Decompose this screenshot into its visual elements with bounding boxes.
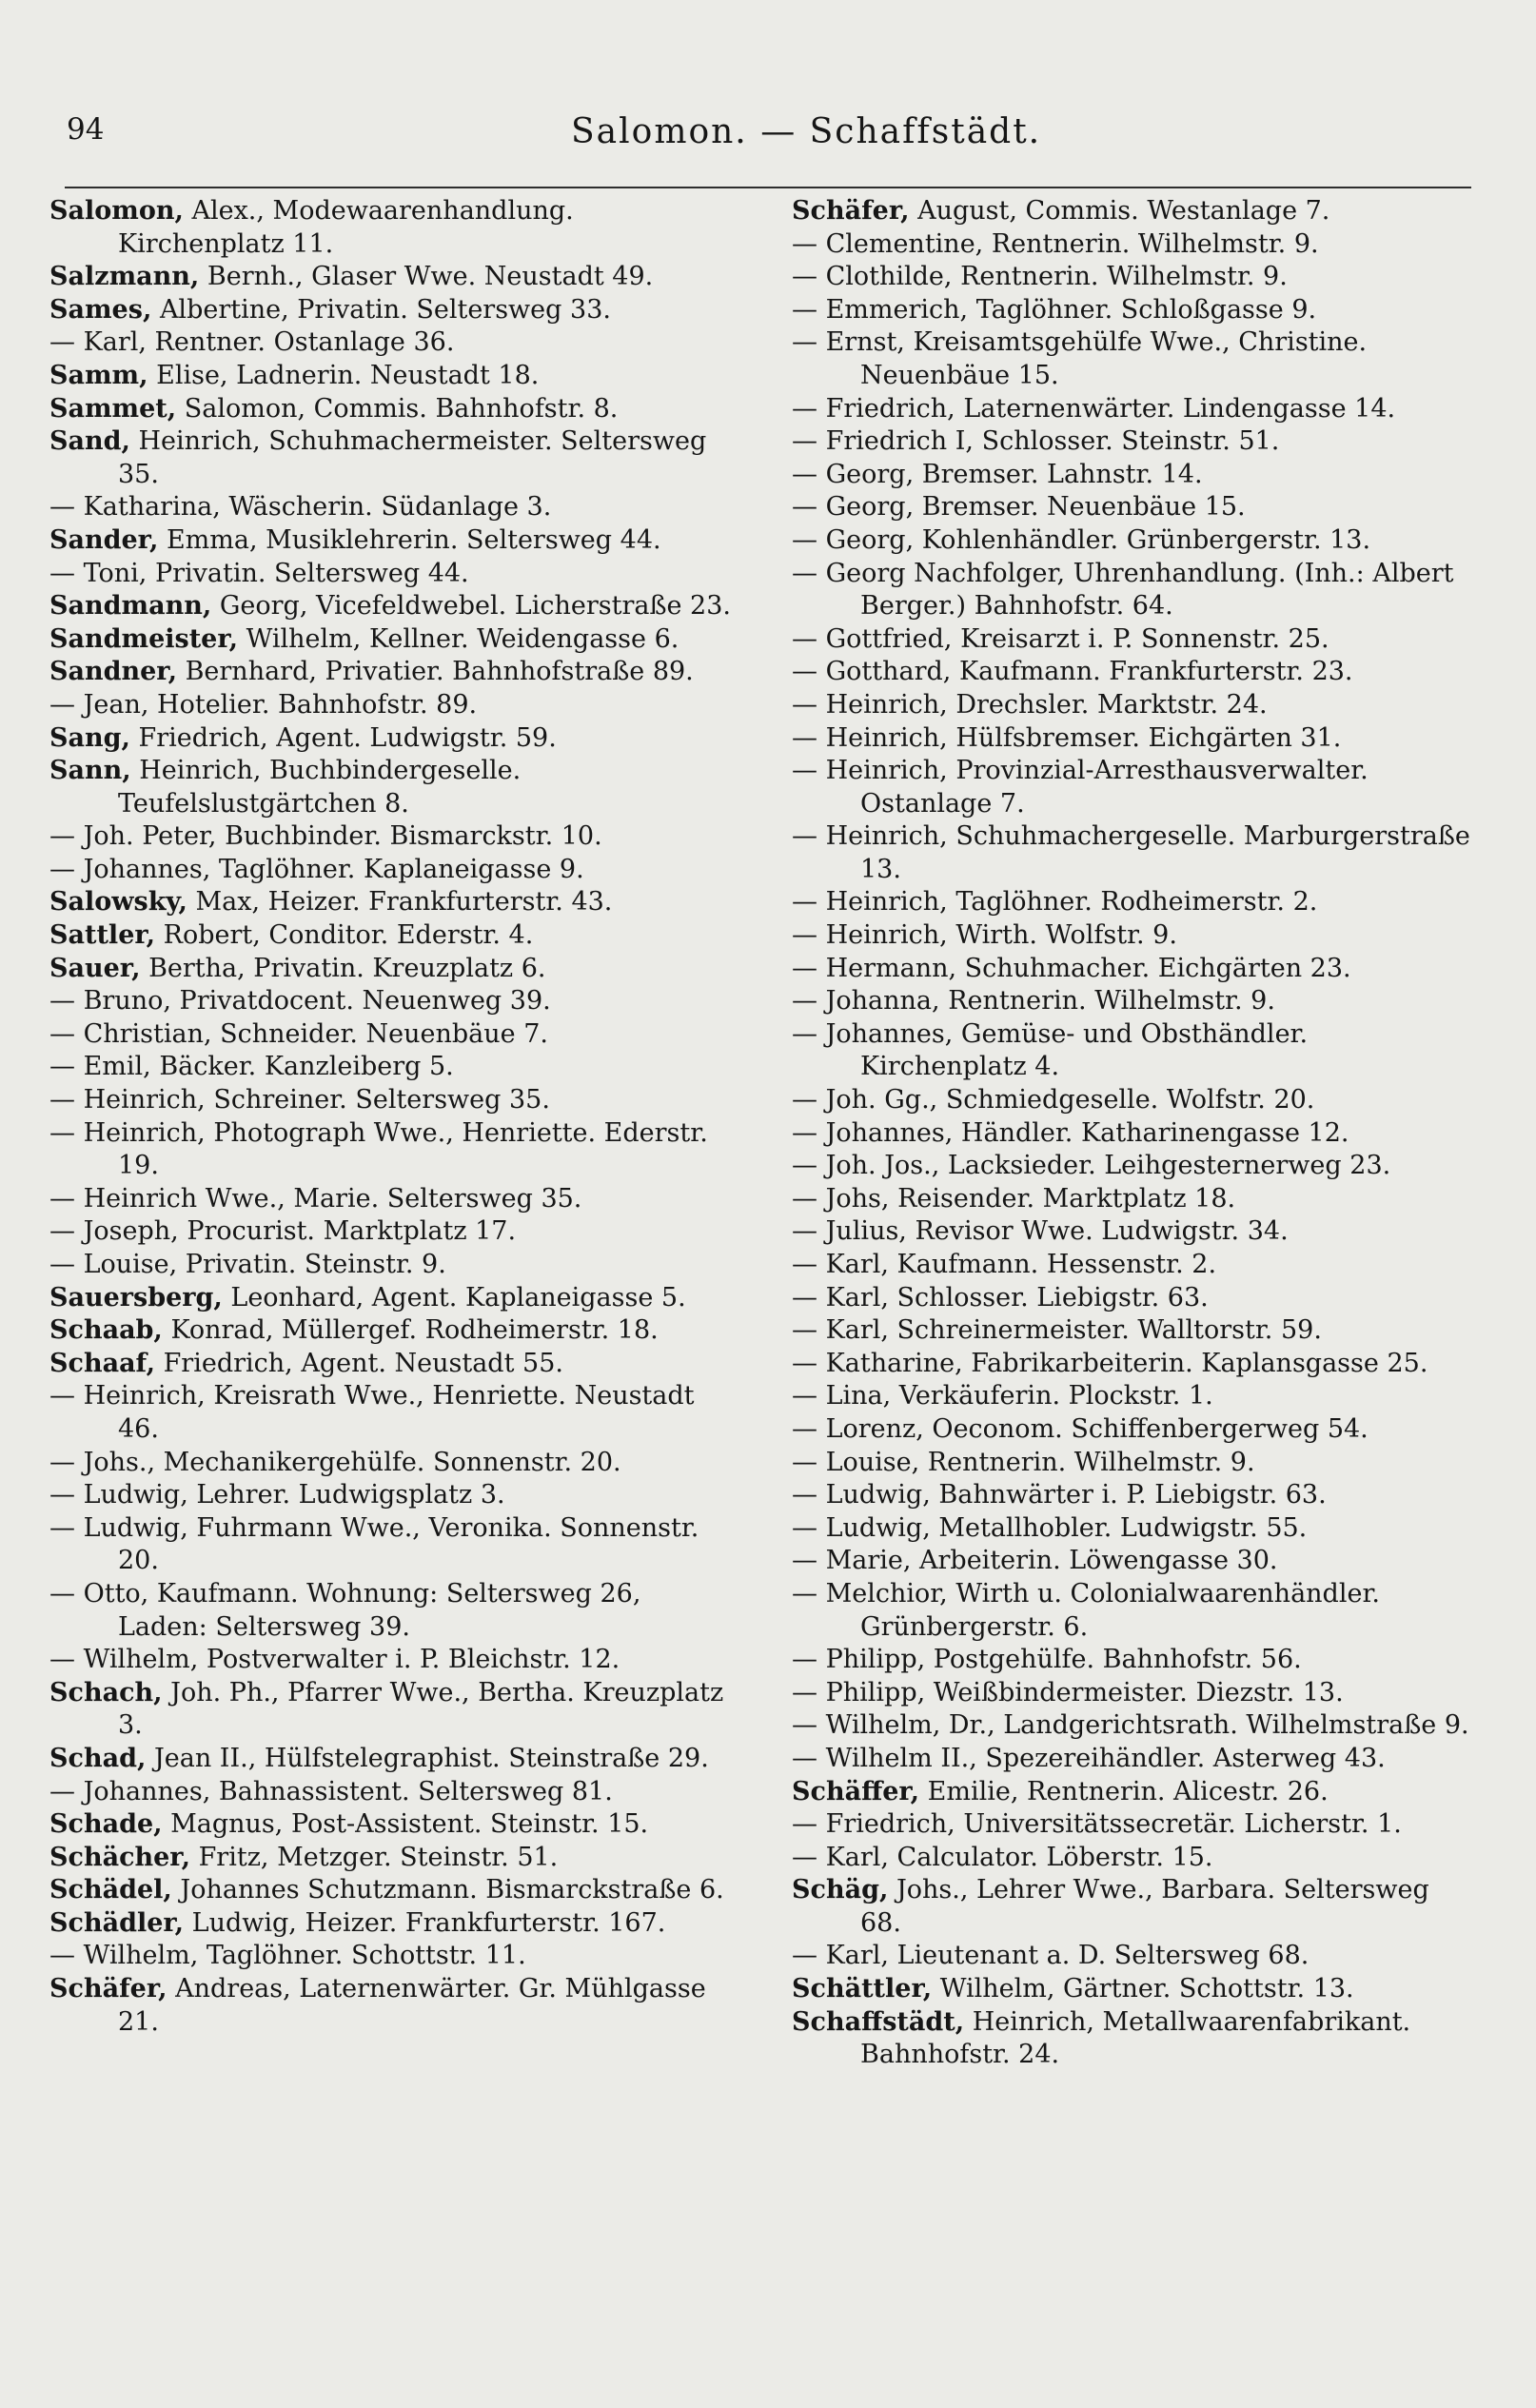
directory-entry [49,886,733,919]
entry-text: — Georg, Bremser. Neuenbäue 15. [792,492,1246,523]
directory-entry [49,1677,733,1743]
entry-text: — Clothilde, Rentnerin. Wilhelmstr. 9. [792,262,1288,292]
entry-text: Heinrich, Metallwaarenfabrikant. Bahnhofstr. 24. [860,2006,1411,2070]
entry-text: Andreas, Laternenwärter. Gr. Mühlgasse 21. [118,1974,706,2037]
directory-entry [792,1776,1475,1809]
entry-text: Johannes Schutzmann. Bismarckstraße 6. [180,1875,724,1905]
directory-entry [49,820,733,854]
entry-text: Emma, Musiklehrerin. Seltersweg 44. [166,524,661,555]
entry-surname: Schaaf, [49,1348,155,1378]
directory-entry [49,393,733,426]
entry-text: — Julius, Revisor Wwe. Ludwigstr. 34. [792,1216,1289,1247]
directory-entry [49,326,733,360]
entry-text: Albertine, Privatin. Seltersweg 33. [159,294,611,325]
entry-text: — Johannes, Taglöhner. Kaplaneigasse 9. [49,854,584,884]
directory-entry [792,1117,1475,1151]
entry-text: Jean II., Hülfstelegraphist. Steinstraße 29. [153,1743,709,1773]
directory-entry [792,886,1475,919]
directory-entry [792,1874,1475,1940]
entry-text: — Karl, Lieutenant a. D. Seltersweg 68. [792,1941,1310,1971]
directory-entry [49,1380,733,1446]
entry-surname: Sander, [49,524,159,555]
directory-entry [49,1808,733,1842]
entry-text: — Wilhelm, Postverwalter i. P. Bleichstr. 12. [49,1645,620,1675]
directory-entry [49,1512,733,1578]
entry-text: Salomon, Commis. Bahnhofstr. 8. [184,393,619,424]
directory-entry [792,195,1475,228]
directory-entry [49,1644,733,1677]
directory-entry [792,2006,1475,2072]
entry-text: — Karl, Calculator. Löberstr. 15. [792,1842,1213,1872]
directory-entry [792,491,1475,524]
directory-entry [792,985,1475,1018]
entry-surname: Schättler, [792,1974,933,2004]
directory-entry [49,1314,733,1348]
entry-text: Friedrich, Agent. Ludwigstr. 59. [138,722,557,753]
entry-surname: Schäg, [792,1875,889,1905]
directory-entry [792,1973,1475,2006]
directory-entry [792,656,1475,689]
entry-text: — Emil, Bäcker. Kanzleiberg 5. [49,1052,454,1082]
directory-entry [792,1479,1475,1512]
directory-entry [792,1249,1475,1282]
entry-text: — Ludwig, Fuhrmann Wwe., Veronika. Sonnenstr. 20. [49,1512,699,1576]
page-number: 94 [67,112,105,147]
entry-text: — Karl, Kaufmann. Hessenstr. 2. [792,1250,1217,1279]
directory-entry [49,1479,733,1512]
directory-entry [792,689,1475,722]
directory-entry [49,524,733,558]
entry-text: Bernhard, Privatier. Bahnhofstraße 89. [185,657,694,687]
directory-entry [792,524,1475,558]
entry-text: Ludwig, Heizer. Frankfurterstr. 167. [191,1907,666,1938]
entry-text: Leonhard, Agent. Kaplaneigasse 5. [230,1282,686,1313]
entry-text: — Gottfried, Kreisarzt i. P. Sonnenstr. 25. [792,623,1329,654]
header-rule [65,187,1471,188]
directory-entry [792,1545,1475,1578]
directory-entry [792,755,1475,820]
entry-text: — Joseph, Procurist. Marktplatz 17. [49,1216,517,1247]
directory-entry [792,1183,1475,1216]
directory-entry [792,1512,1475,1546]
directory-entry [792,228,1475,262]
directory-entry [792,1314,1475,1348]
directory-entry [49,294,733,327]
entry-surname: Schaab, [49,1315,163,1346]
entry-text: — Lorenz, Oeconom. Schiffenbergerweg 54. [792,1413,1369,1444]
directory-entry [49,1842,733,1875]
entry-text: — Joh. Jos., Lacksieder. Leihgesternerweg 23. [792,1151,1391,1181]
directory-entry [792,1808,1475,1842]
entry-text: — Ludwig, Bahnwärter i. P. Liebigstr. 63. [792,1480,1327,1510]
entry-surname: Schäfer, [792,196,910,226]
directory-entry [49,1051,733,1084]
entry-text: — Johannes, Bahnassistent. Seltersweg 81. [49,1776,613,1806]
entry-text: — Ludwig, Lehrer. Ludwigsplatz 3. [49,1480,505,1510]
entry-text: Bernh., Glaser Wwe. Neustadt 49. [207,262,654,292]
entry-text: Fritz, Metzger. Steinstr. 51. [198,1842,559,1872]
entry-text: — Lina, Verkäuferin. Plockstr. 1. [792,1381,1213,1411]
directory-entry [792,1842,1475,1875]
entry-text: — Heinrich, Schreiner. Seltersweg 35. [49,1085,550,1115]
directory-entry [49,1018,733,1052]
directory-entry [49,558,733,591]
entry-surname: Salzmann, [49,262,200,292]
entry-surname: Sang, [49,722,130,753]
directory-entry [792,1413,1475,1447]
directory-entry [792,1380,1475,1413]
directory-entry [792,425,1475,459]
directory-entry [49,1215,733,1249]
directory-entry [49,1874,733,1907]
left-column [49,195,733,2039]
directory-entry [792,459,1475,492]
entry-text: — Bruno, Privatdocent. Neuenweg 39. [49,986,551,1016]
directory-entry [792,1348,1475,1381]
entry-text: — Philipp, Postgehülfe. Bahnhofstr. 56. [792,1645,1302,1675]
entry-surname: Schad, [49,1743,147,1773]
directory-entry [49,195,733,261]
directory-entry [792,558,1475,623]
entry-surname: Sammet, [49,393,177,424]
directory-entry [49,623,733,657]
directory-entry [792,1644,1475,1677]
entry-text: Johs., Lehrer Wwe., Barbara. Seltersweg 68. [860,1875,1429,1938]
right-column [792,195,1475,2072]
entry-text: — Heinrich, Drechsler. Marktstr. 24. [792,689,1268,720]
entry-text: — Wilhelm II., Spezereihändler. Asterweg 43. [792,1743,1386,1773]
entry-text: — Heinrich, Taglöhner. Rodheimerstr. 2. [792,887,1318,918]
entry-text: — Ernst, Kreisamtsgehülfe Wwe., Christine. Neuenbäue 15. [792,327,1368,390]
directory-entry [49,854,733,887]
entry-text: — Georg, Kohlenhändler. Grünbergerstr. 13. [792,524,1371,555]
directory-entry [792,1940,1475,1973]
directory-entry [49,1084,733,1117]
entry-surname: Sandner, [49,657,177,687]
entry-text: Friedrich, Agent. Neustadt 55. [163,1348,563,1378]
entry-text: Emilie, Rentnerin. Alicestr. 26. [927,1776,1329,1806]
directory-entry [792,1447,1475,1480]
entry-text: — Katharine, Fabrikarbeiterin. Kaplansgasse 25. [792,1348,1428,1378]
entry-text: — Heinrich, Provinzial-Arresthausverwalter. Ostanlage 7. [792,756,1369,819]
entry-surname: Sann, [49,756,131,786]
entry-surname: Schach, [49,1677,163,1707]
entry-text: — Friedrich, Laternenwärter. Lindengasse 14. [792,393,1396,424]
entry-surname: Sames, [49,294,152,325]
directory-entry [49,590,733,623]
entry-text: — Clementine, Rentnerin. Wilhelmstr. 9. [792,228,1319,259]
entry-text: — Karl, Schlosser. Liebigstr. 63. [792,1282,1209,1313]
entry-text: — Marie, Arbeiterin. Löwengasse 30. [792,1546,1278,1576]
directory-entry [49,1447,733,1480]
directory-entry [49,1776,733,1809]
entry-text: — Otto, Kaufmann. Wohnung: Seltersweg 26, Laden: Seltersweg 39. [49,1578,641,1642]
directory-entry [792,326,1475,392]
directory-entry [792,294,1475,327]
directory-entry [792,1743,1475,1776]
directory-entry [49,985,733,1018]
entry-text: — Wilhelm, Dr., Landgerichtsrath. Wilhelmstraße 9. [792,1710,1469,1741]
directory-entry [792,623,1475,657]
entry-text: — Johs, Reisender. Marktplatz 18. [792,1183,1236,1214]
entry-text: Magnus, Post-Assistent. Steinstr. 15. [170,1809,649,1840]
entry-text: — Louise, Privatin. Steinstr. 9. [49,1250,446,1279]
entry-surname: Sand, [49,426,130,457]
entry-text: — Emmerich, Taglöhner. Schloßgasse 9. [792,294,1317,325]
entry-text: — Johs., Mechanikergehülfe. Sonnenstr. 20. [49,1447,621,1477]
entry-text: — Heinrich, Schuhmachergeselle. Marburgerstraße 13. [792,821,1470,884]
entry-surname: Schädel, [49,1875,172,1905]
entry-text: — Johanna, Rentnerin. Wilhelmstr. 9. [792,986,1275,1016]
directory-entry [792,820,1475,886]
directory-entry [792,1215,1475,1249]
directory-entry [792,1578,1475,1644]
directory-entry [792,1150,1475,1183]
directory-entry [49,425,733,491]
directory-entry [49,360,733,393]
entry-text: — Wilhelm, Taglöhner. Schottstr. 11. [49,1941,526,1971]
entry-surname: Salowsky, [49,887,187,918]
directory-entry [792,1282,1475,1315]
directory-entry [792,1018,1475,1084]
entry-text: — Heinrich, Kreisrath Wwe., Henriette. Neustadt 46. [49,1381,695,1444]
entry-text: Wilhelm, Kellner. Weidengasse 6. [246,623,679,654]
entry-text: — Toni, Privatin. Seltersweg 44. [49,558,469,588]
running-head: Salomon. — Schaffstädt. [571,112,1042,151]
entry-text: — Friedrich, Universitätssecretär. Licherstr. 1. [792,1809,1402,1840]
entry-text: Elise, Ladnerin. Neustadt 18. [156,360,540,390]
entry-surname: Schäfer, [49,1974,167,2004]
entry-text: — Georg Nachfolger, Uhrenhandlung. (Inh.: Albert Berger.) Bahnhofstr. 64. [792,558,1454,622]
directory-entry [49,1117,733,1183]
entry-text: Konrad, Müllergef. Rodheimerstr. 18. [170,1315,659,1346]
entry-surname: Schade, [49,1809,163,1840]
directory-entry [792,1677,1475,1710]
directory-entry [49,656,733,689]
entry-text: Heinrich, Buchbindergeselle. Teufelslustgärtchen 8. [118,756,522,819]
directory-entry [792,919,1475,953]
entry-text: — Heinrich, Hülfsbremser. Eichgärten 31. [792,722,1342,753]
entry-text: — Georg, Bremser. Lahnstr. 14. [792,459,1203,489]
directory-entry [49,1183,733,1216]
entry-surname: Samm, [49,360,148,390]
entry-text: Georg, Vicefeldwebel. Licherstraße 23. [219,591,731,622]
entry-text: — Jean, Hotelier. Bahnhofstr. 89. [49,689,478,720]
entry-text: Heinrich, Schuhmachermeister. Seltersweg 35. [118,426,707,489]
directory-entry [49,919,733,953]
directory-entry [49,1973,733,2039]
entry-surname: Schächer, [49,1842,190,1872]
directory-entry [792,1709,1475,1743]
entry-text: — Heinrich, Wirth. Wolfstr. 9. [792,920,1177,951]
entry-text: Max, Heizer. Frankfurterstr. 43. [195,887,613,918]
directory-entry [792,393,1475,426]
entry-text: — Heinrich Wwe., Marie. Seltersweg 35. [49,1183,582,1214]
directory-entry [49,1348,733,1381]
directory-entry [49,1907,733,1941]
entry-text: — Hermann, Schuhmacher. Eichgärten 23. [792,953,1351,983]
directory-entry [49,1282,733,1315]
entry-text: Robert, Conditor. Ederstr. 4. [163,920,534,951]
entry-surname: Schäffer, [792,1776,920,1806]
entry-text: — Johannes, Händler. Katharinengasse 12. [792,1117,1349,1148]
entry-surname: Sandmann, [49,591,212,622]
entry-text: — Philipp, Weißbindermeister. Diezstr. 13. [792,1677,1344,1707]
entry-surname: Sattler, [49,920,156,951]
entry-text: Joh. Ph., Pfarrer Wwe., Bertha. Kreuzplatz 3. [118,1677,724,1741]
entry-text: — Karl, Rentner. Ostanlage 36. [49,327,455,358]
entry-text: Alex., Modewaarenhandlung. Kirchenplatz 11. [118,196,574,259]
entry-text: — Christian, Schneider. Neuenbäue 7. [49,1018,548,1049]
entry-text: — Joh. Peter, Buchbinder. Bismarckstr. 10. [49,821,602,852]
entry-text: Bertha, Privatin. Kreuzplatz 6. [148,953,546,983]
entry-text: — Louise, Rentnerin. Wilhelmstr. 9. [792,1447,1255,1477]
entry-surname: Salomon, [49,196,184,226]
directory-entry [49,1743,733,1776]
entry-text: — Ludwig, Metallhobler. Ludwigstr. 55. [792,1512,1308,1543]
entry-surname: Sauersberg, [49,1282,223,1313]
entry-text: August, Commis. Westanlage 7. [917,196,1330,226]
entry-text: — Johannes, Gemüse- und Obsthändler. Kirchenplatz 4. [792,1018,1309,1082]
directory-entry [792,1084,1475,1117]
directory-entry [49,261,733,294]
directory-entry [49,491,733,524]
entry-text: — Katharina, Wäscherin. Südanlage 3. [49,492,552,523]
directory-entry [49,755,733,820]
directory-entry [792,722,1475,756]
entry-text: — Heinrich, Photograph Wwe., Henriette. Ederstr. 19. [49,1117,708,1181]
entry-surname: Sauer, [49,953,141,983]
entry-text: — Joh. Gg., Schmiedgeselle. Wolfstr. 20. [792,1085,1315,1115]
directory-entry [49,953,733,986]
entry-surname: Sandmeister, [49,623,239,654]
entry-text: — Friedrich I, Schlosser. Steinstr. 51. [792,426,1280,457]
entry-text: — Karl, Schreinermeister. Walltorstr. 59. [792,1315,1322,1346]
entry-text: Wilhelm, Gärtner. Schottstr. 13. [939,1974,1354,2004]
directory-entry [49,1940,733,1973]
directory-entry [49,1249,733,1282]
entry-text: — Gotthard, Kaufmann. Frankfurterstr. 23. [792,657,1353,687]
directory-entry [792,261,1475,294]
entry-surname: Schädler, [49,1907,185,1938]
directory-entry [49,689,733,722]
entry-text: — Melchior, Wirth u. Colonialwaarenhändler. Grünbergerstr. 6. [792,1578,1380,1642]
entry-surname: Schaffstädt, [792,2006,965,2037]
directory-entry [792,953,1475,986]
directory-entry [49,722,733,756]
directory-entry [49,1578,733,1644]
